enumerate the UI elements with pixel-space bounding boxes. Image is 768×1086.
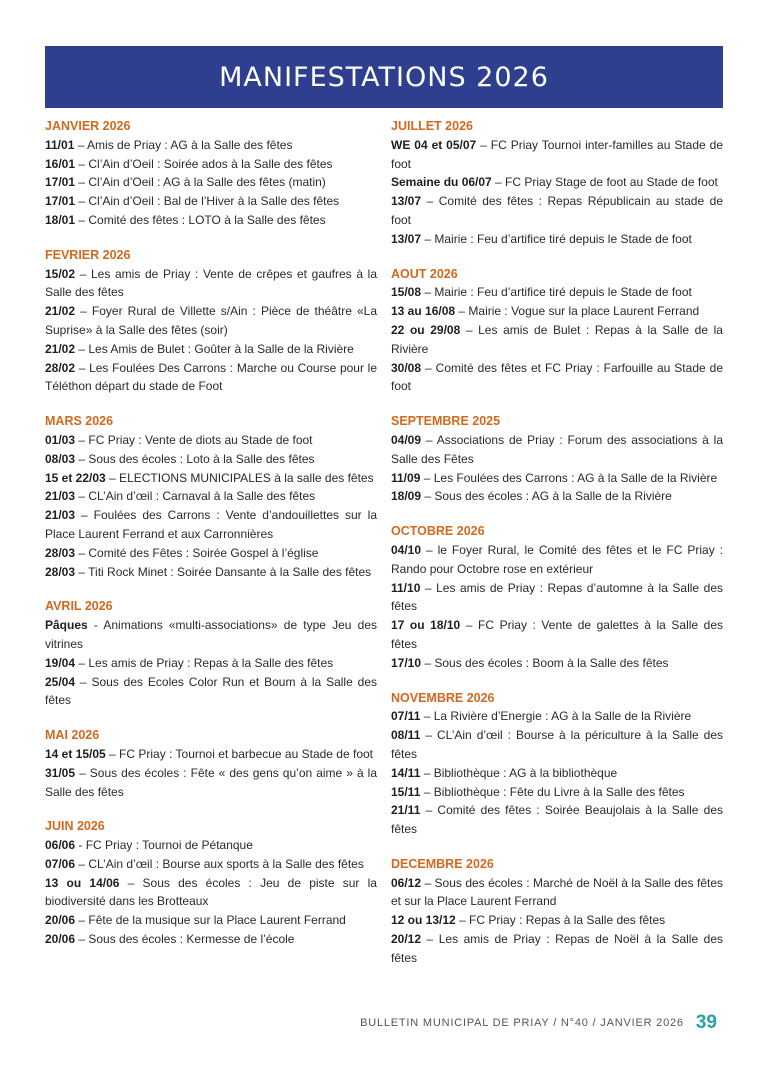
event-description: – Titi Rock Minet : Soirée Dansante à la Salle des fêtes <box>75 564 372 579</box>
event-entry <box>45 911 377 930</box>
event-description: – FC Priay : Tournoi et barbecue au Stade de foot <box>105 746 373 761</box>
event-description: – Comité des fêtes : Soirée Beaujolais à la Salle des fêtes <box>391 803 723 837</box>
event-entry <box>45 487 377 506</box>
event-date: WE 04 et 05/07 <box>391 137 477 152</box>
event-entry <box>45 265 377 303</box>
event-date: 20/06 <box>45 932 76 947</box>
event-date: 20/12 <box>391 932 422 947</box>
event-entry <box>45 450 377 469</box>
event-description: – FC Priay Stage de foot au Stade de foot <box>491 175 718 190</box>
month-section <box>391 522 723 672</box>
month-section <box>391 855 723 968</box>
page-footer <box>357 1012 717 1034</box>
event-date: 16/01 <box>45 156 76 171</box>
page-title-banner <box>45 46 723 108</box>
event-description: – Cl’Ain d’Oeil : Bal de l’Hiver à la Salle des fêtes <box>75 194 340 209</box>
event-entry <box>45 764 377 802</box>
event-description: – Sous des écoles : Boom à la Salle des fêtes <box>421 655 669 670</box>
event-entry <box>391 726 723 764</box>
event-description: – Foyer Rural de Villette s/Ain : Pièce de théâtre «La Suprise» à la Salle des fêtes (soir) <box>45 304 377 337</box>
event-description: – La Rivière d’Energie : AG à la Salle de la Rivière <box>420 709 692 724</box>
event-entry <box>391 487 723 506</box>
month-section <box>45 246 377 396</box>
event-entry <box>45 211 377 230</box>
event-date: 14 et 15/05 <box>45 746 106 761</box>
event-date: 21/03 <box>45 489 76 504</box>
event-entry <box>391 321 723 359</box>
event-entry <box>391 579 723 617</box>
month-title: MAI 2026 <box>45 728 100 743</box>
event-description: – Amis de Priay : AG à la Salle des fêtes <box>74 137 293 152</box>
event-date: 13/07 <box>391 194 422 209</box>
event-entry <box>391 616 723 654</box>
month-title: SEPTEMBRE 2025 <box>391 414 501 429</box>
event-description: – CL’Ain d’œil : Bourse à la périculture à la Salle des fêtes <box>391 728 723 761</box>
event-date: 07/11 <box>391 709 421 724</box>
event-entry <box>391 431 723 469</box>
event-description: – ELECTIONS MUNICIPALES à la salle des fêtes <box>105 470 374 485</box>
event-date: 15/02 <box>45 266 76 281</box>
event-date: 28/03 <box>45 545 76 560</box>
event-date: 22 ou 29/08 <box>391 322 461 337</box>
event-date: 17/01 <box>45 194 76 209</box>
event-entry <box>45 855 377 874</box>
event-description: - Animations «multi-associations» de type Jeu des vitrines <box>45 618 377 651</box>
event-entry <box>391 469 723 488</box>
event-date: 06/06 <box>45 838 76 853</box>
month-section <box>391 412 723 506</box>
event-date: 14/11 <box>391 765 421 780</box>
event-description: – FC Priay Tournoi inter-familles au Stade de foot <box>391 137 723 171</box>
event-date: 01/03 <box>45 432 76 447</box>
month-title: JUIN 2026 <box>45 819 105 834</box>
event-description: – CL’Ain d’œil : Carnaval à la Salle des fêtes <box>75 489 316 504</box>
event-date: 04/09 <box>391 432 422 447</box>
page-title: MANIFESTATIONS 2026 <box>219 61 549 93</box>
event-entry <box>391 302 723 321</box>
event-date: 11/09 <box>391 470 421 485</box>
event-entry <box>391 173 723 192</box>
event-date: 25/04 <box>45 674 76 689</box>
event-description: – FC Priay : Vente de galettes à la Salle des fêtes <box>391 618 723 651</box>
event-description: – CL’Ain d’œil : Bourse aux sports à la Salle des fêtes <box>75 856 364 871</box>
event-entry <box>45 340 377 359</box>
event-entry <box>391 783 723 802</box>
event-entry <box>45 544 377 563</box>
month-section <box>45 412 377 581</box>
event-entry <box>391 764 723 783</box>
event-entry <box>45 173 377 192</box>
event-date: 17/10 <box>391 655 422 670</box>
event-description: – Les Foulées Des Carrons : Marche ou Course pour le Téléthon départ du stade de Foot <box>45 360 377 394</box>
month-title: AVRIL 2026 <box>45 599 113 614</box>
event-date: Pâques <box>45 618 88 633</box>
month-title: FEVRIER 2026 <box>45 247 131 262</box>
event-date: 08/11 <box>391 728 421 743</box>
event-entry <box>391 136 723 174</box>
event-description: – Fête de la musique sur la Place Laurent Ferrand <box>75 913 346 928</box>
event-date: 04/10 <box>391 542 422 557</box>
event-date: 18/01 <box>45 212 76 227</box>
event-description: – Les amis de Priay : Vente de crêpes et gaufres à la Salle des fêtes <box>45 266 377 300</box>
event-date: 31/05 <box>45 765 76 780</box>
event-entry <box>45 673 377 711</box>
event-description: – Les amis de Priay : Repas d’automne à la Salle des fêtes <box>391 580 723 614</box>
left-column <box>45 117 377 965</box>
event-entry <box>391 930 723 968</box>
event-entry <box>45 192 377 211</box>
event-description: – Mairie : Feu d’artifice tiré depuis le Stade de foot <box>421 231 692 246</box>
event-entry <box>391 801 723 839</box>
event-date: 15/08 <box>391 285 422 300</box>
event-entry <box>391 707 723 726</box>
event-description: – Foulées des Carrons : Vente d’andouillettes sur la Place Laurent Ferrand et aux Carronnières <box>45 508 377 541</box>
month-section <box>45 726 377 801</box>
event-entry <box>45 469 377 488</box>
event-entry <box>391 541 723 579</box>
event-entry <box>391 192 723 230</box>
month-title: JUILLET 2026 <box>391 119 473 133</box>
month-title: JANVIER 2026 <box>45 119 131 133</box>
event-description: – Les amis de Priay : Repas à la Salle des fêtes <box>75 655 334 670</box>
event-date: 07/06 <box>45 856 76 871</box>
event-date: 28/03 <box>45 564 76 579</box>
event-description: – Sous des écoles : Marché de Noël à la Salle des fêtes et sur la Place Laurent Ferrand <box>391 875 723 909</box>
event-description: – Sous des écoles : Loto à la Salle des fêtes <box>75 451 315 466</box>
event-date: 11/10 <box>391 580 421 595</box>
month-section <box>391 689 723 839</box>
event-description: – Les Amis de Bulet : Goûter à la Salle de la Rivière <box>75 341 354 356</box>
event-entry <box>45 874 377 912</box>
right-column <box>391 117 723 984</box>
event-entry <box>391 230 723 249</box>
event-date: 19/04 <box>45 655 76 670</box>
page-number: 39 <box>695 1012 717 1033</box>
event-date: 17 ou 18/10 <box>391 618 461 633</box>
event-date: 12 ou 13/12 <box>391 913 456 928</box>
event-description: – Comité des Fêtes : Soirée Gospel à l’église <box>75 545 319 560</box>
event-date: 17/01 <box>45 175 76 190</box>
month-section <box>45 597 377 710</box>
event-date: 08/03 <box>45 451 76 466</box>
month-title: MARS 2026 <box>45 414 114 429</box>
event-entry <box>45 616 377 654</box>
event-description: – Cl’Ain d’Oeil : Soirée ados à la Salle des fêtes <box>75 156 333 171</box>
month-title: NOVEMBRE 2026 <box>391 690 495 705</box>
event-description: – Cl’Ain d’Oeil : AG à la Salle des fêtes (matin) <box>75 175 326 190</box>
event-description: - FC Priay : Tournoi de Pétanque <box>75 838 253 853</box>
event-entry <box>45 155 377 174</box>
event-description: – FC Priay : Repas à la Salle des fêtes <box>455 913 666 928</box>
event-description: – Les Foulées des Carrons : AG à la Salle de la Rivière <box>420 470 718 485</box>
event-date: 13 au 16/08 <box>391 304 456 319</box>
month-section <box>391 265 723 397</box>
event-entry <box>45 302 377 340</box>
event-description: – Associations de Priay : Forum des associations à la Salle des Fêtes <box>391 432 723 466</box>
event-entry <box>45 930 377 949</box>
month-title: DECEMBRE 2026 <box>391 856 494 871</box>
event-entry <box>45 359 377 397</box>
event-entry <box>391 874 723 912</box>
event-description: – Bibliothèque : Fête du Livre à la Salle des fêtes <box>420 784 685 799</box>
event-description: – Sous des écoles : AG à la Salle de la Rivière <box>421 489 672 504</box>
event-date: 28/02 <box>45 360 76 375</box>
event-date: 21/11 <box>391 803 421 818</box>
event-description: – FC Priay : Vente de diots au Stade de foot <box>75 432 313 447</box>
event-entry <box>45 506 377 544</box>
month-section <box>391 117 723 249</box>
event-description: – Mairie : Vogue sur la place Laurent Ferrand <box>455 304 700 319</box>
event-description: – Sous des écoles : Fête « des gens qu’on aime » à la Salle des fêtes <box>45 765 377 799</box>
event-date: 13 ou 14/06 <box>45 875 120 890</box>
event-description: – Mairie : Feu d’artifice tiré depuis le Stade de foot <box>421 285 692 300</box>
event-date: 15/11 <box>391 784 421 799</box>
event-entry <box>391 654 723 673</box>
event-entry <box>45 745 377 764</box>
event-date: 18/09 <box>391 489 422 504</box>
footer-text: BULLETIN MUNICIPAL DE PRIAY / N°40 / JANVIER 2026 <box>360 1017 684 1029</box>
event-entry <box>45 136 377 155</box>
event-date: 21/02 <box>45 341 76 356</box>
event-entry <box>391 911 723 930</box>
month-section <box>45 817 377 949</box>
event-description: – Comité des fêtes : Repas Républicain au stade de foot <box>391 194 723 227</box>
event-entry <box>45 654 377 673</box>
month-section <box>45 117 377 230</box>
event-entry <box>391 283 723 302</box>
month-title: OCTOBRE 2026 <box>391 524 485 539</box>
event-entry <box>391 359 723 397</box>
event-description: – Comité des fêtes : LOTO à la Salle des fêtes <box>75 212 326 227</box>
event-description: – le Foyer Rural, le Comité des fêtes et le FC Priay : Rando pour Octobre rose en extérieur <box>391 542 723 576</box>
event-description: – Sous des écoles : Kermesse de l’école <box>75 932 295 947</box>
month-title: AOUT 2026 <box>391 266 458 281</box>
event-description: – Les amis de Bulet : Repas à la Salle de la Rivière <box>391 322 723 356</box>
event-description: – Les amis de Priay : Repas de Noël à la Salle des fêtes <box>391 932 723 965</box>
event-date: Semaine du 06/07 <box>391 175 492 190</box>
event-description: – Bibliothèque : AG à la bibliothèque <box>420 765 618 780</box>
event-date: 15 et 22/03 <box>45 470 106 485</box>
event-date: 11/01 <box>45 137 75 152</box>
event-entry <box>45 836 377 855</box>
event-date: 13/07 <box>391 231 422 246</box>
event-date: 30/08 <box>391 360 422 375</box>
event-date: 20/06 <box>45 913 76 928</box>
event-entry <box>45 563 377 582</box>
event-date: 21/02 <box>45 304 76 319</box>
event-date: 21/03 <box>45 508 76 523</box>
event-entry <box>45 431 377 450</box>
event-description: – Sous des Ecoles Color Run et Boum à la Salle des fêtes <box>45 674 377 708</box>
event-description: – Comité des fêtes et FC Priay : Farfouille au Stade de foot <box>391 360 723 394</box>
event-description: – Sous des écoles : Jeu de piste sur la biodiversité dans les Brotteaux <box>45 875 377 909</box>
event-date: 06/12 <box>391 875 422 890</box>
